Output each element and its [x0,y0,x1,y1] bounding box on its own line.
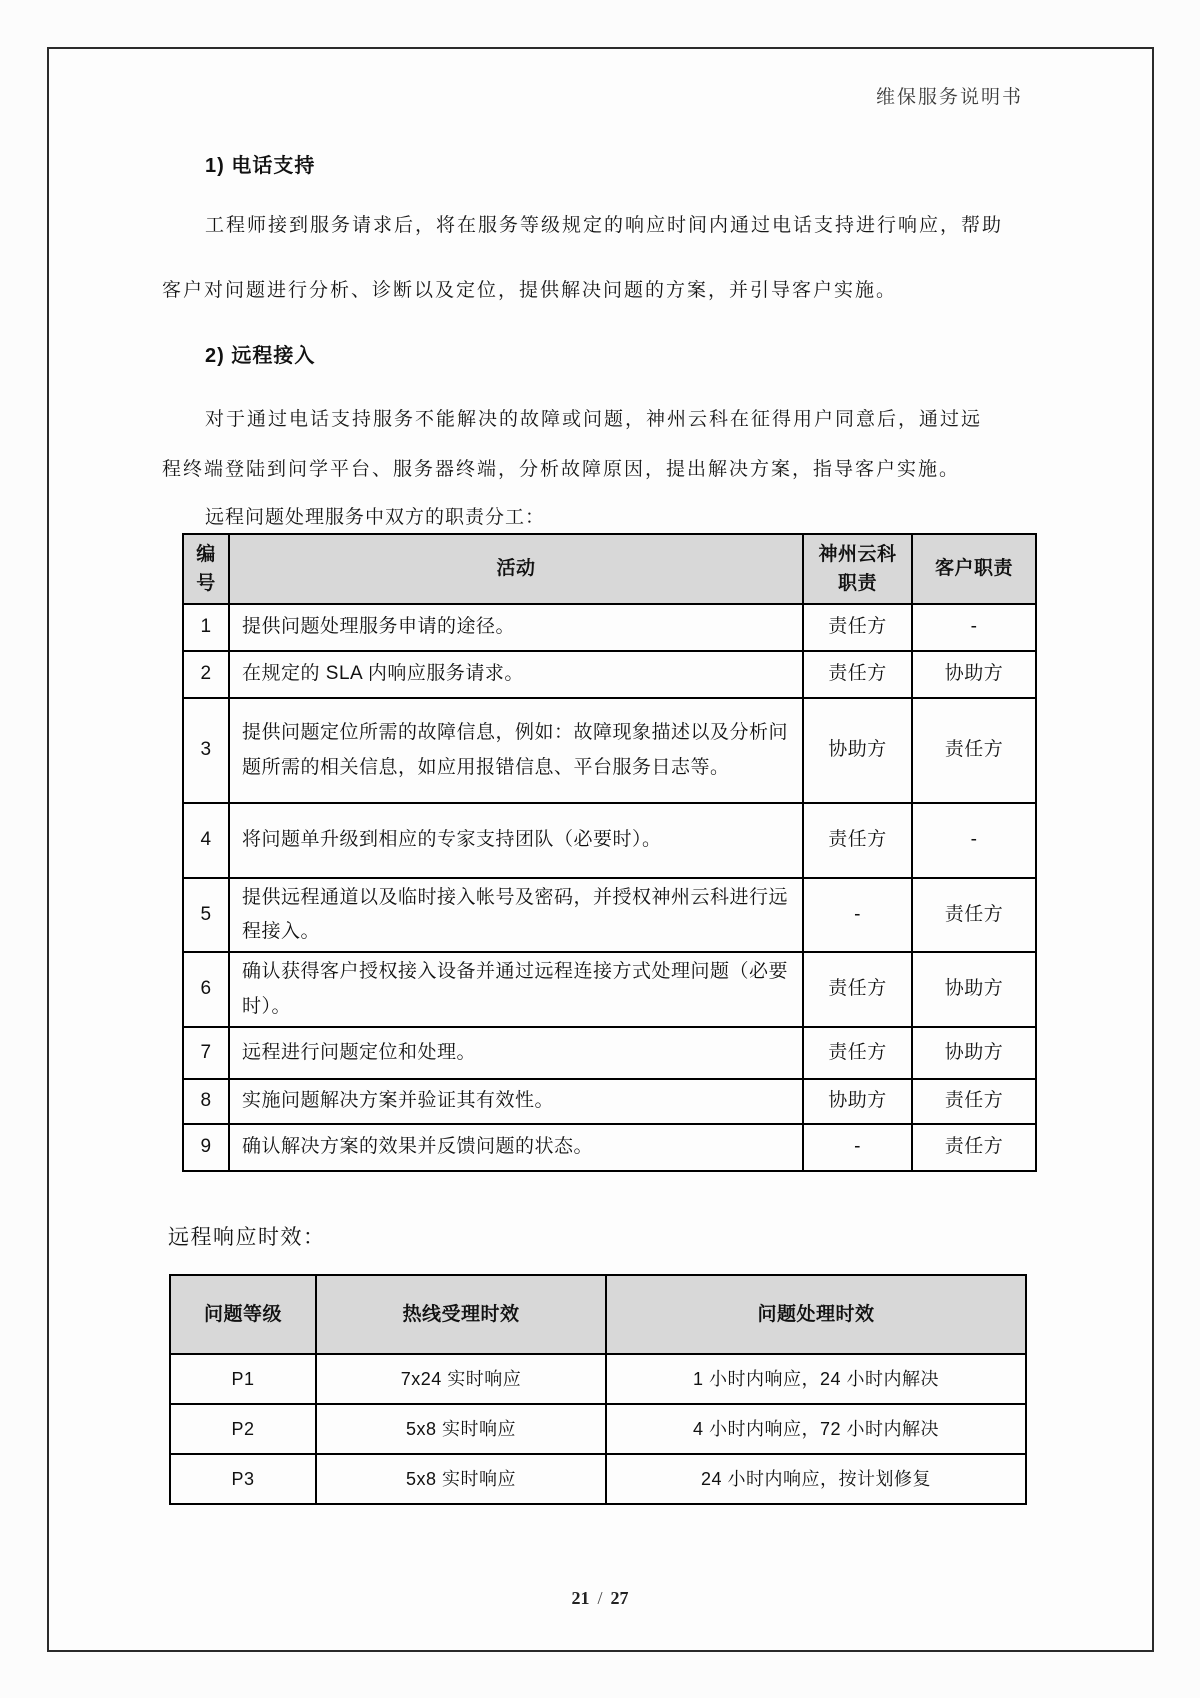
table-row [170,1354,1026,1404]
table-cell: 5x8 实时响应 [316,1404,606,1454]
page-number-separator: / [597,1588,603,1608]
table-cell: 责任方 [912,1079,1036,1124]
table-cell: 4 [183,803,229,878]
table-cell: 7x24 实时响应 [316,1354,606,1404]
table-cell: - [912,604,1036,651]
sla-table [169,1274,1027,1505]
table-row [183,952,1036,1026]
table-cell: 将问题单升级到相应的专家支持团队（必要时）。 [229,803,803,878]
table-cell: 责任方 [912,1124,1036,1171]
table-row [183,651,1036,698]
table-cell: 提供问题定位所需的故障信息，例如：故障现象描述以及分析问题所需的相关信息，如应用报错信息、平台服务日志等。 [229,698,803,803]
table-cell: 7 [183,1027,229,1079]
sla-table-intro: 远程响应时效： [168,1226,326,1249]
table-row [183,803,1036,878]
column-header-number: 编号 [183,534,229,604]
table-row [170,1454,1026,1504]
table-cell: 确认获得客户授权接入设备并通过远程连接方式处理问题（必要时）。 [229,952,803,1026]
table-row [183,1079,1036,1124]
section-heading-remote-access: 2) 远程接入 [205,345,316,367]
column-header-problem-handling: 问题处理时效 [606,1275,1026,1354]
table-cell: 8 [183,1079,229,1124]
table-cell: 责任方 [912,878,1036,952]
table-cell: 4 小时内响应，72 小时内解决 [606,1404,1026,1454]
table-cell: 2 [183,651,229,698]
table-cell: 9 [183,1124,229,1171]
table-cell: 协助方 [912,952,1036,1026]
column-header-customer-role: 客户职责 [912,534,1036,604]
table-row [183,604,1036,651]
table-row [170,1404,1026,1454]
sla-table-header-row [170,1275,1026,1354]
page-number-total: 27 [610,1588,629,1608]
table-cell: 6 [183,952,229,1026]
table-cell: 在规定的 SLA 内响应服务请求。 [229,651,803,698]
paragraph-remote-access-line2: 程终端登陆到问学平台、服务器终端，分析故障原因，提出解决方案，指导客户实施。 [162,459,961,480]
table-row [183,878,1036,952]
column-header-activity: 活动 [229,534,803,604]
responsibility-table-intro: 远程问题处理服务中双方的职责分工： [205,507,546,528]
table-cell: 5 [183,878,229,952]
paragraph-phone-support-line1: 工程师接到服务请求后，将在服务等级规定的响应时间内通过电话支持进行响应，帮助 [205,215,1004,236]
table-cell: - [803,1124,912,1171]
sla-table-body [170,1354,1026,1504]
table-cell: 1 小时内响应，24 小时内解决 [606,1354,1026,1404]
paragraph-remote-access-line1: 对于通过电话支持服务不能解决的故障或问题，神州云科在征得用户同意后，通过远 [205,409,983,430]
responsibility-table-header-row [183,534,1036,604]
table-row [183,1027,1036,1079]
table-cell: 责任方 [803,952,912,1026]
table-cell: 确认解决方案的效果并反馈问题的状态。 [229,1124,803,1171]
table-cell: 提供问题处理服务申请的途径。 [229,604,803,651]
table-cell: - [912,803,1036,878]
responsibility-table [182,533,1037,1172]
table-cell: 责任方 [803,1027,912,1079]
table-cell: 责任方 [803,651,912,698]
table-cell: 5x8 实时响应 [316,1454,606,1504]
table-cell: 协助方 [912,1027,1036,1079]
table-row [183,1124,1036,1171]
table-cell: 远程进行问题定位和处理。 [229,1027,803,1079]
section-heading-phone-support: 1) 电话支持 [205,155,316,177]
table-cell: P1 [170,1354,316,1404]
table-cell: 责任方 [803,604,912,651]
table-cell: 1 [183,604,229,651]
table-cell: 协助方 [912,651,1036,698]
table-cell: 24 小时内响应，按计划修复 [606,1454,1026,1504]
table-cell: P2 [170,1404,316,1454]
page-number-current: 21 [571,1588,590,1608]
table-cell: - [803,878,912,952]
table-cell: 协助方 [803,1079,912,1124]
responsibility-table-body [183,604,1036,1171]
table-row [183,698,1036,803]
column-header-hotline-response: 热线受理时效 [316,1275,606,1354]
paragraph-phone-support-line2: 客户对问题进行分析、诊断以及定位，提供解决问题的方案，并引导客户实施。 [162,280,898,301]
column-header-problem-level: 问题等级 [170,1275,316,1354]
table-cell: 3 [183,698,229,803]
table-cell: 责任方 [803,803,912,878]
document-header-title: 维保服务说明书 [875,87,1023,108]
table-cell: P3 [170,1454,316,1504]
column-header-vendor-role: 神州云科职责 [803,534,912,604]
table-cell: 责任方 [912,698,1036,803]
table-cell: 协助方 [803,698,912,803]
page-number [0,1588,1200,1609]
table-cell: 提供远程通道以及临时接入帐号及密码，并授权神州云科进行远程接入。 [229,878,803,952]
table-cell: 实施问题解决方案并验证其有效性。 [229,1079,803,1124]
